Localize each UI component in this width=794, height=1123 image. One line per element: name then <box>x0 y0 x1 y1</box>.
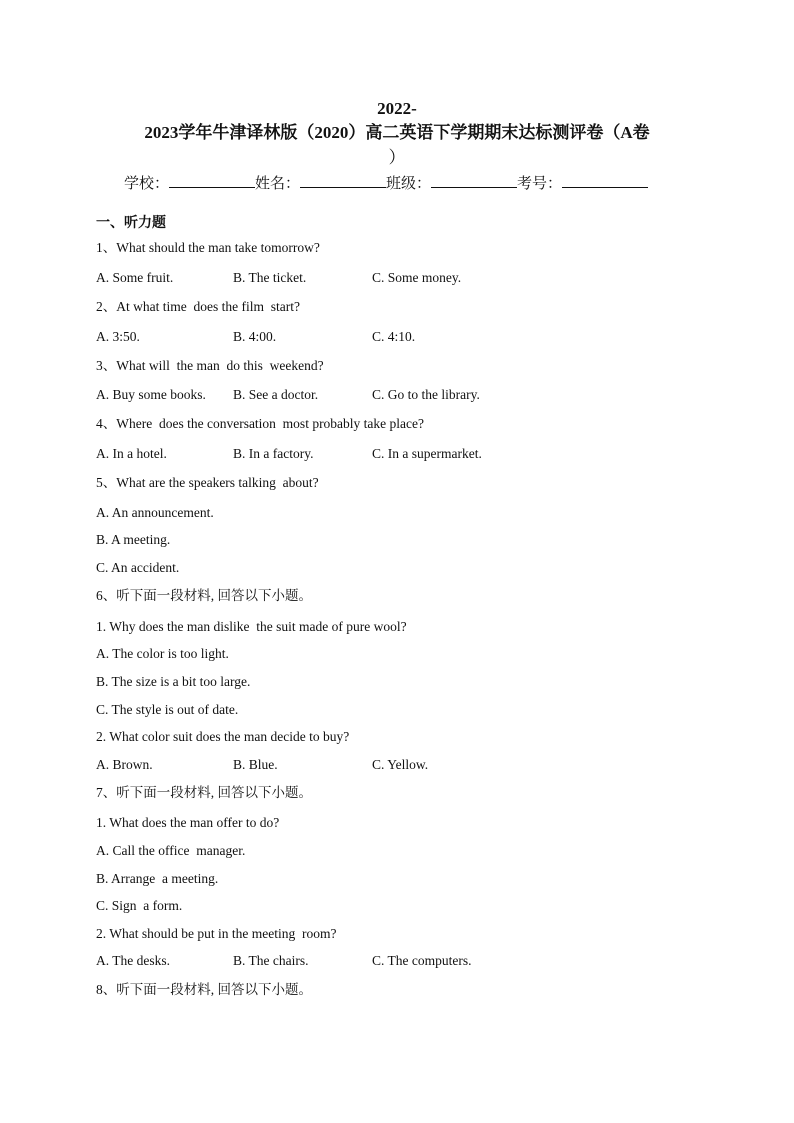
question-6-2-options <box>96 756 696 774</box>
school-blank[interactable] <box>169 172 255 188</box>
question-5-option-a: A. An announcement. <box>96 505 214 520</box>
question-4-options <box>96 445 696 463</box>
question-7-2-stem: 2. What should be put in the meeting room? <box>96 926 337 941</box>
question-7-1-option-a: A. Call the office manager. <box>96 843 246 858</box>
option-b: B. The ticket. <box>233 270 307 285</box>
option-c: C. In a supermarket. <box>372 446 482 461</box>
question-7-1-stem: 1. What does the man offer to do? <box>96 815 280 830</box>
option-a: A. Buy some books. <box>96 387 206 402</box>
option-a: A. 3:50. <box>96 329 140 344</box>
question-6-1-option-c: C. The style is out of date. <box>96 702 239 717</box>
question-7-1-option-c: C. Sign a form. <box>96 898 183 913</box>
option-a: A. Some fruit. <box>96 270 174 285</box>
title-line-2: 2023学年牛津译林版（2020）高二英语下学期期末达标测评卷（A卷 <box>144 123 650 142</box>
student-info-row <box>124 172 648 195</box>
question-7-2-options <box>96 952 696 970</box>
question-1-stem: 1、What should the man take tomorrow? <box>96 240 320 255</box>
number-blank[interactable] <box>562 172 648 188</box>
class-label: 班级： <box>386 176 432 192</box>
question-6-1-option-a: A. The color is too light. <box>96 646 229 661</box>
question-5-option-c: C. An accident. <box>96 560 180 575</box>
section-heading: 一、听力题 <box>96 216 166 231</box>
question-7-stem: 7、听下面一段材料, 回答以下小题。 <box>96 785 312 800</box>
option-b: B. See a doctor. <box>233 387 319 402</box>
option-b: B. The chairs. <box>233 953 309 968</box>
option-c: C. Yellow. <box>372 757 429 772</box>
question-8-stem: 8、听下面一段材料, 回答以下小题。 <box>96 982 312 997</box>
option-b: B. Blue. <box>233 757 278 772</box>
question-2-stem: 2、At what time does the film start? <box>96 299 300 314</box>
option-b: B. In a factory. <box>233 446 314 461</box>
question-7-1-option-b: B. Arrange a meeting. <box>96 871 219 886</box>
question-3-options <box>96 386 696 404</box>
question-6-stem: 6、听下面一段材料, 回答以下小题。 <box>96 588 312 603</box>
option-a: A. Brown. <box>96 757 153 772</box>
question-6-2-stem: 2. What color suit does the man decide to buy? <box>96 729 350 744</box>
option-c: C. The computers. <box>372 953 472 968</box>
option-c: C. Go to the library. <box>372 387 480 402</box>
number-label: 考号： <box>517 176 563 192</box>
school-label: 学校： <box>124 176 170 192</box>
question-3-stem: 3、What will the man do this weekend? <box>96 358 324 373</box>
title-line-3: ） <box>388 148 406 167</box>
question-4-stem: 4、Where does the conversation most probably take place? <box>96 416 425 431</box>
option-c: C. Some money. <box>372 270 462 285</box>
name-label: 姓名： <box>255 176 301 192</box>
question-6-1-option-b: B. The size is a bit too large. <box>96 674 251 689</box>
option-a: A. In a hotel. <box>96 446 167 461</box>
question-5-stem: 5、What are the speakers talking about? <box>96 475 319 490</box>
question-6-1-stem: 1. Why does the man dislike the suit made of pure wool? <box>96 619 407 634</box>
name-blank[interactable] <box>300 172 386 188</box>
class-blank[interactable] <box>431 172 517 188</box>
question-2-options <box>96 328 696 346</box>
question-1-options <box>96 269 696 287</box>
option-b: B. 4:00. <box>233 329 277 344</box>
question-5-option-b: B. A meeting. <box>96 532 171 547</box>
option-c: C. 4:10. <box>372 329 416 344</box>
title-line-1: 2022- <box>377 99 417 118</box>
option-a: A. The desks. <box>96 953 170 968</box>
